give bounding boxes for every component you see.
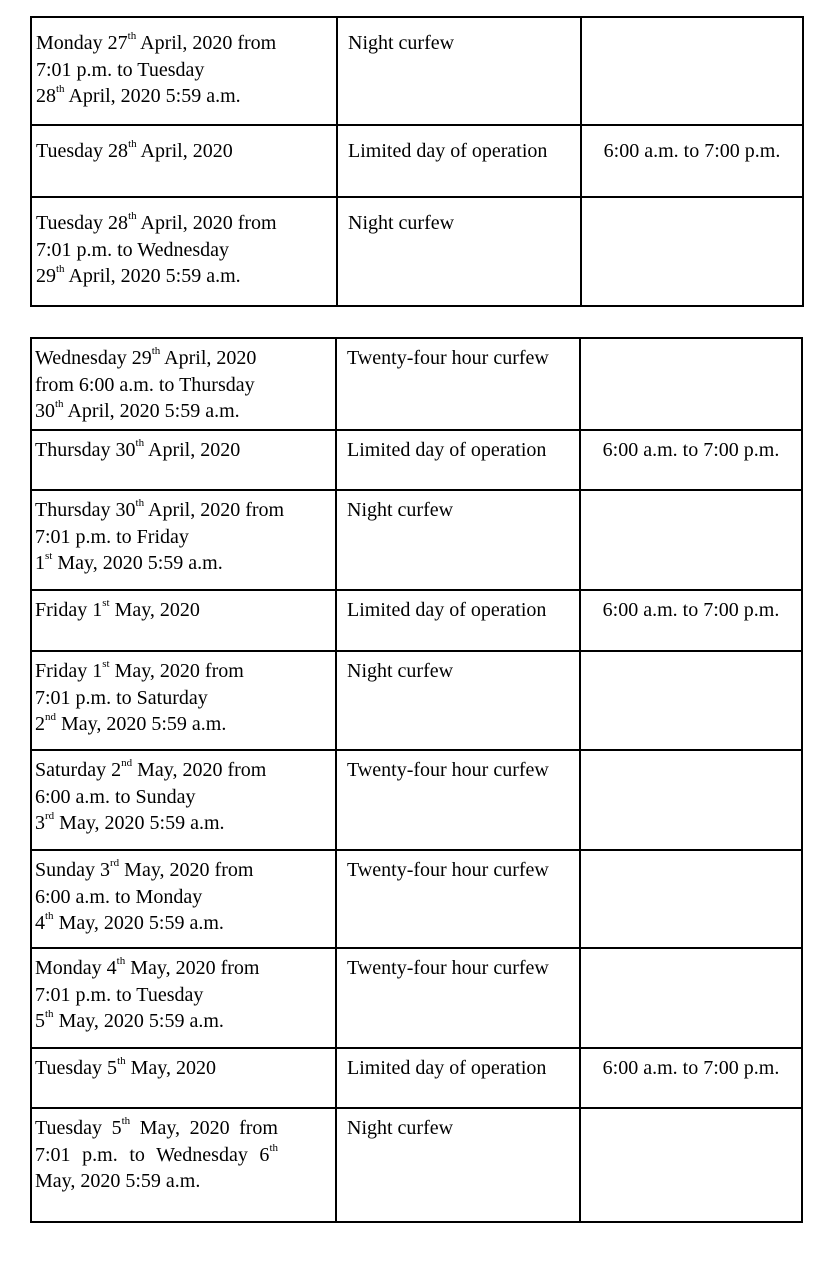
table-row <box>31 651 802 750</box>
table-row <box>31 590 802 651</box>
date-cell: Wednesday 29th April, 2020 from 6:00 a.m. to Thursday 30th April, 2020 5:59 a.m. <box>31 338 336 430</box>
table-row <box>31 197 803 306</box>
hours-cell: 6:00 a.m. to 7:00 p.m. <box>580 1048 802 1108</box>
date-cell: Monday 4th May, 2020 from 7:01 p.m. to Tuesday 5th May, 2020 5:59 a.m. <box>31 948 336 1048</box>
hours-cell: 6:00 a.m. to 7:00 p.m. <box>580 430 802 490</box>
status-cell: Twenty-four hour curfew <box>336 948 580 1048</box>
date-cell: Tuesday 5th May, 2020 <box>31 1048 336 1108</box>
hours-cell: 6:00 a.m. to 7:00 p.m. <box>580 590 802 651</box>
curfew-table-2 <box>30 337 803 1223</box>
table-row <box>31 750 802 850</box>
hours-cell <box>580 338 802 430</box>
hours-cell <box>581 197 803 306</box>
hours-cell <box>580 948 802 1048</box>
hours-cell <box>580 850 802 948</box>
status-cell: Night curfew <box>336 1108 580 1222</box>
status-cell: Limited day of operation <box>336 590 580 651</box>
hours-cell <box>580 651 802 750</box>
table-row <box>31 430 802 490</box>
date-cell: Tuesday 28th April, 2020 from 7:01 p.m. to Wednesday 29th April, 2020 5:59 a.m. <box>31 197 337 306</box>
table-row <box>31 1108 802 1222</box>
curfew-table-1 <box>30 16 804 307</box>
table-row <box>31 490 802 590</box>
hours-cell <box>580 1108 802 1222</box>
hours-cell <box>580 490 802 590</box>
date-cell: Thursday 30th April, 2020 from 7:01 p.m. to Friday 1st May, 2020 5:59 a.m. <box>31 490 336 590</box>
date-cell: Tuesday 5th May, 2020 from 7:01 p.m. to Wednesday 6th May, 2020 5:59 a.m. <box>31 1108 336 1222</box>
status-cell: Twenty-four hour curfew <box>336 338 580 430</box>
status-cell: Twenty-four hour curfew <box>336 750 580 850</box>
date-cell: Friday 1st May, 2020 from 7:01 p.m. to Saturday 2nd May, 2020 5:59 a.m. <box>31 651 336 750</box>
table-row <box>31 338 802 430</box>
table-row <box>31 1048 802 1108</box>
status-cell: Night curfew <box>337 17 581 125</box>
status-cell: Night curfew <box>337 197 581 306</box>
status-cell: Limited day of operation <box>336 430 580 490</box>
date-cell: Saturday 2nd May, 2020 from 6:00 a.m. to Sunday 3rd May, 2020 5:59 a.m. <box>31 750 336 850</box>
status-cell: Twenty-four hour curfew <box>336 850 580 948</box>
date-cell: Monday 27th April, 2020 from 7:01 p.m. to Tuesday 28th April, 2020 5:59 a.m. <box>31 17 337 125</box>
hours-cell <box>581 17 803 125</box>
date-cell: Sunday 3rd May, 2020 from 6:00 a.m. to Monday 4th May, 2020 5:59 a.m. <box>31 850 336 948</box>
date-cell: Tuesday 28th April, 2020 <box>31 125 337 197</box>
date-cell: Thursday 30th April, 2020 <box>31 430 336 490</box>
status-cell: Night curfew <box>336 651 580 750</box>
date-cell: Friday 1st May, 2020 <box>31 590 336 651</box>
table-row <box>31 125 803 197</box>
status-cell: Night curfew <box>336 490 580 590</box>
hours-cell <box>580 750 802 850</box>
status-cell: Limited day of operation <box>336 1048 580 1108</box>
table-row <box>31 850 802 948</box>
table-row <box>31 948 802 1048</box>
status-cell: Limited day of operation <box>337 125 581 197</box>
hours-cell: 6:00 a.m. to 7:00 p.m. <box>581 125 803 197</box>
table-row <box>31 17 803 125</box>
